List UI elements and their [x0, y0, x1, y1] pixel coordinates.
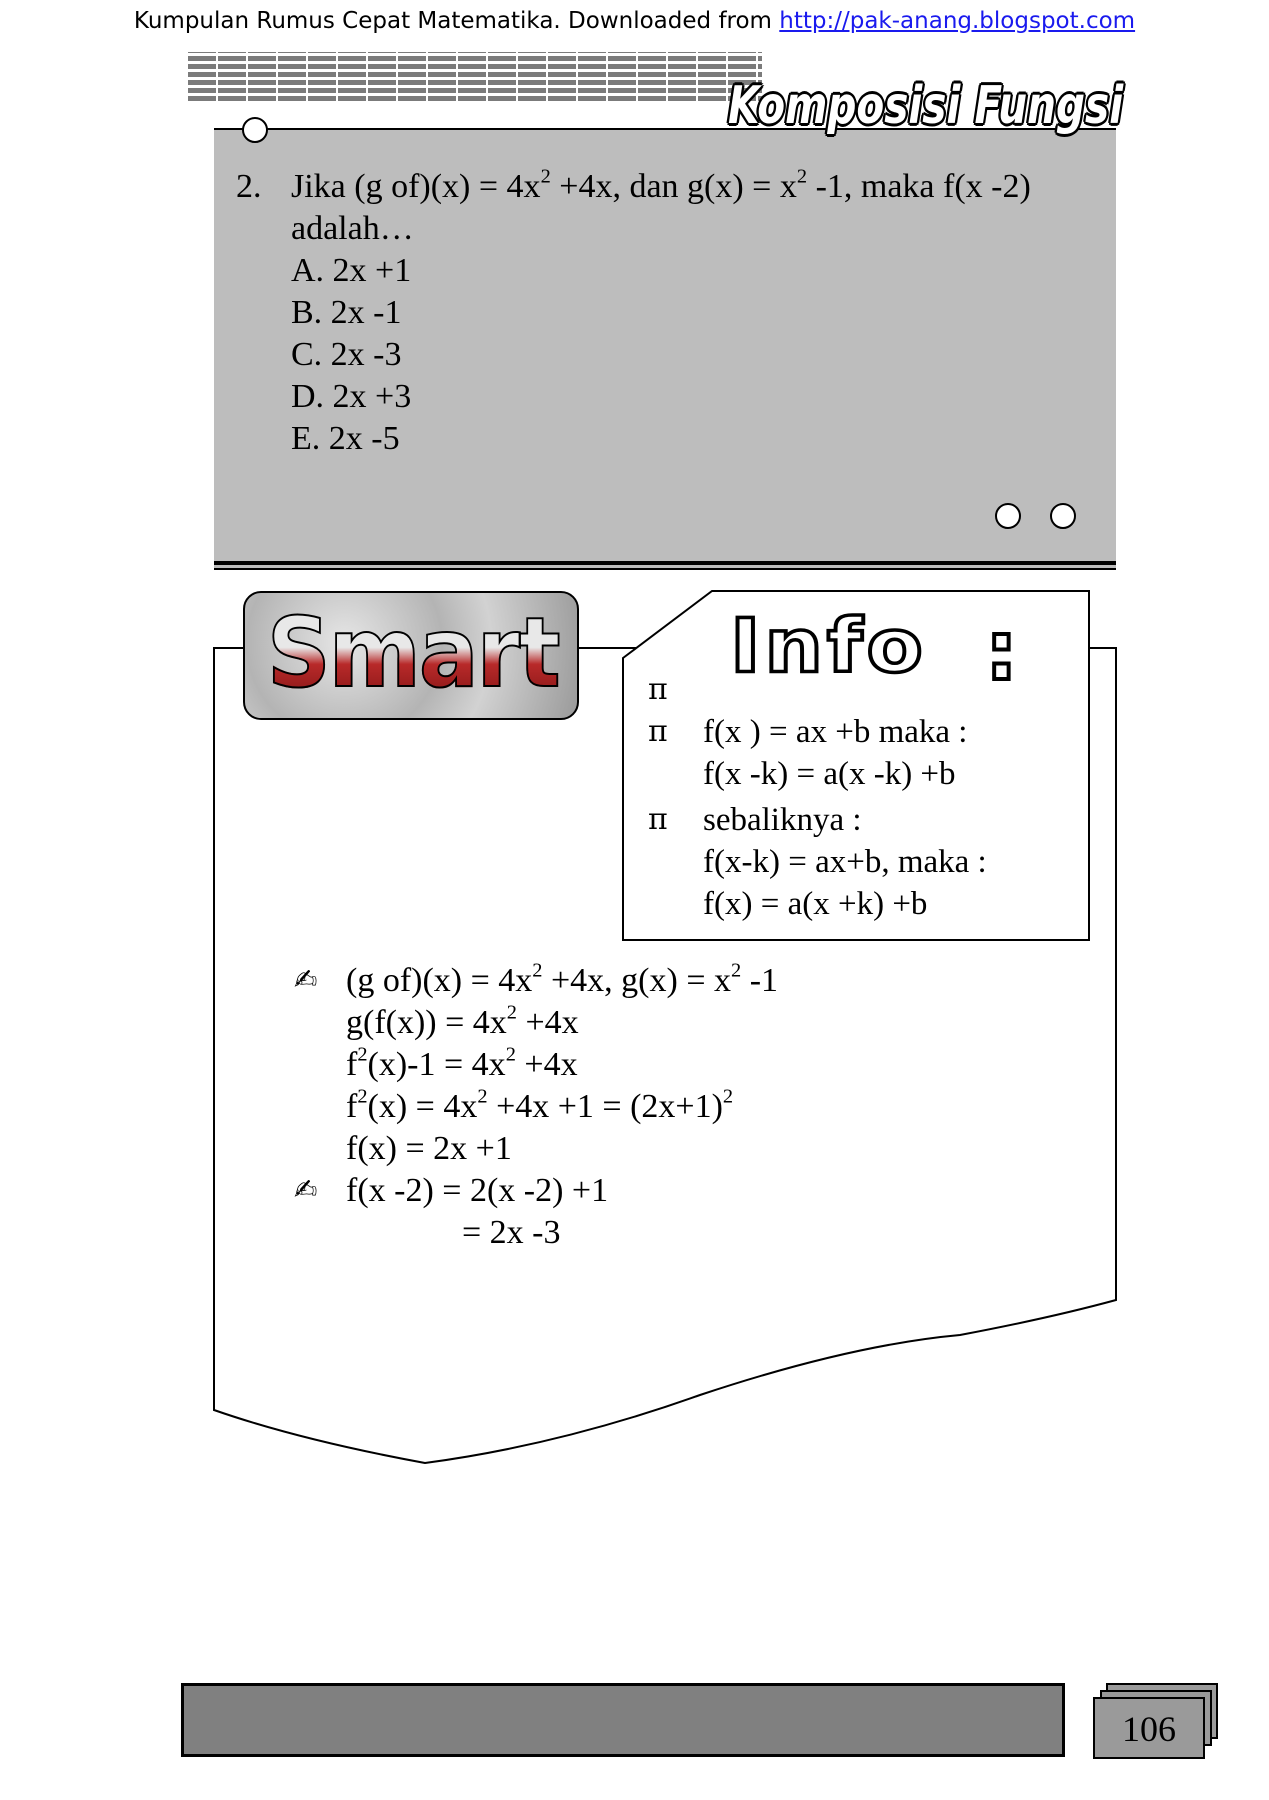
solution-line-4: $f^2(x) = 4x^2 +4x +1 = (2x+1)^2$ — [346, 1085, 734, 1125]
option-a: A. 2x +1 — [291, 252, 412, 289]
header-link[interactable]: http://pak-anang.blogspot.com — [779, 8, 1136, 34]
solution-line-6: f(x -2) = 2(x -2) +1 — [346, 1172, 609, 1209]
question-line-1: Jika (g $of)(x) = 4x^2 +4x$, dan $g(x) = x^2$ -1, maka f(x -2) — [291, 165, 1031, 205]
solution-line-7: = 2x -3 — [462, 1214, 561, 1251]
info-colon: : — [985, 604, 1018, 699]
chapter-title: Komposisi Fungsi — [728, 76, 1124, 136]
solution-line-2: $g(f(x)) = 4x^2 +4x$ — [346, 1001, 579, 1041]
info-title: Info — [730, 604, 927, 690]
option-e: E. 2x -5 — [291, 420, 400, 457]
page-number: 106 — [1122, 1709, 1176, 1749]
solution-line-5: f(x) = 2x +1 — [346, 1130, 512, 1167]
option-c: C. 2x -3 — [291, 336, 402, 373]
info-line-2: f(x -k) = a(x -k) +b — [703, 756, 956, 792]
footer-bar — [181, 1683, 1065, 1757]
question-number: 2. — [236, 168, 262, 205]
info-line-3: sebaliknya : — [703, 802, 862, 838]
smart-badge — [243, 591, 579, 720]
info-line-4: f(x-k) = ax+b, maka : — [703, 844, 987, 880]
pencil-icon: ✍ — [294, 963, 318, 996]
option-d: D. 2x +3 — [291, 378, 412, 415]
option-b: B. 2x -1 — [291, 294, 402, 331]
question-line-2: adalah… — [291, 210, 414, 247]
header-text: Kumpulan Rumus Cepat Matematika. Downloaded from — [133, 8, 772, 34]
solution-line-3: $f^2(x)-1 = 4x^2 +4x$ — [346, 1043, 578, 1083]
pencil-icon: ✍ — [294, 1173, 318, 1206]
info-line-5: f(x) = a(x +k) +b — [703, 886, 928, 922]
info-line-1: f(x ) = ax +b maka : — [703, 714, 968, 750]
pi-bullet-icon: π — [648, 672, 668, 707]
smart-label: Smart — [267, 597, 559, 709]
pi-bullet-icon: π — [648, 802, 668, 837]
pi-bullet-icon: π — [648, 714, 668, 749]
solution-line-1: (g $of)(x) = 4x^2 +4x$, $g(x) = x^2$ -1 — [346, 959, 779, 999]
